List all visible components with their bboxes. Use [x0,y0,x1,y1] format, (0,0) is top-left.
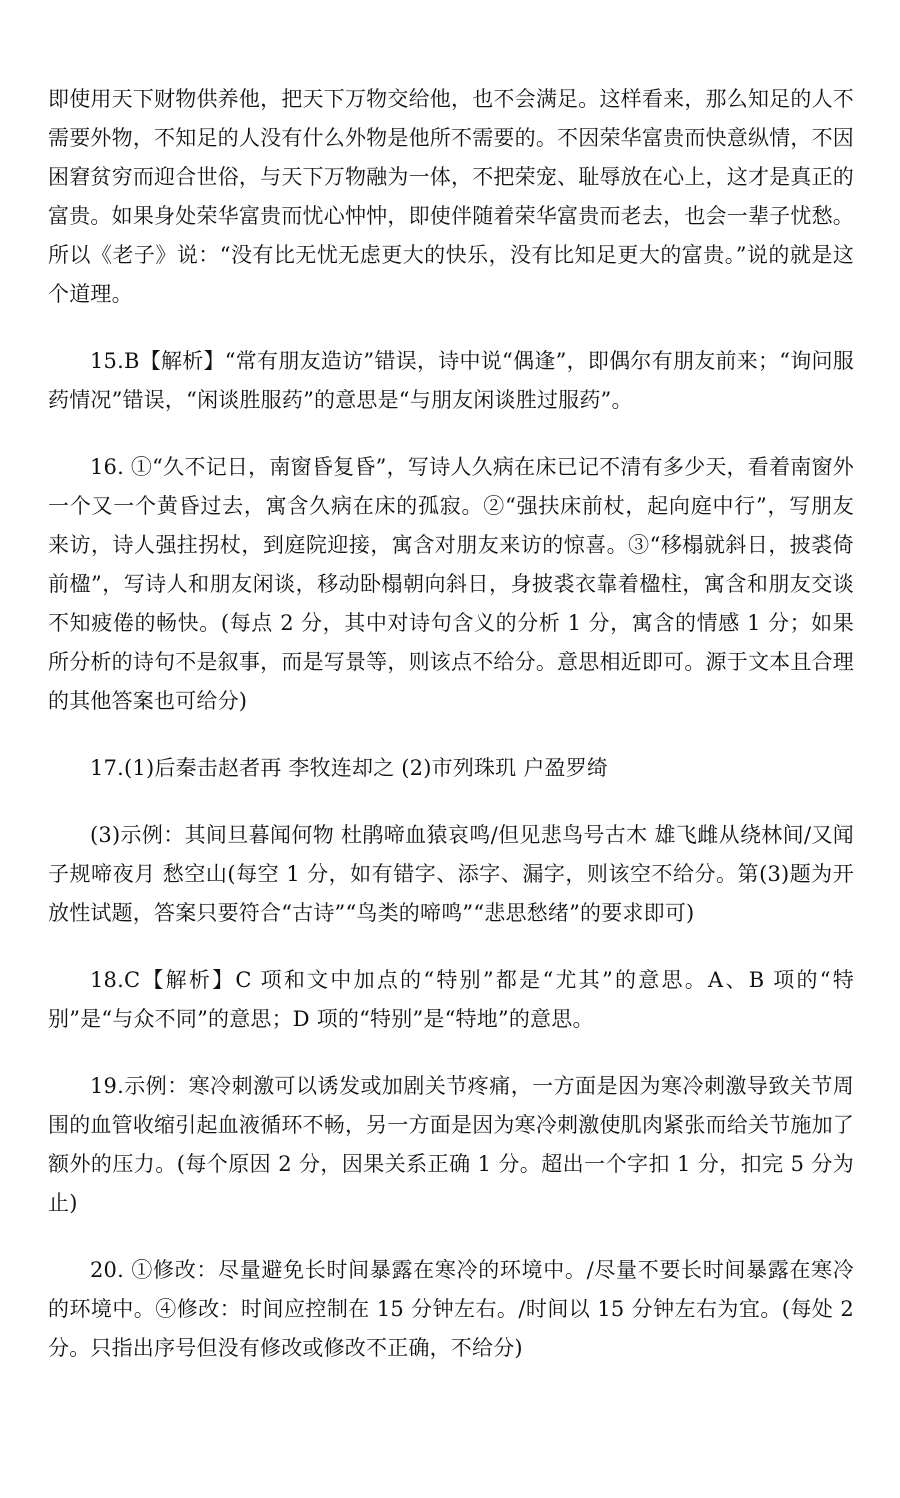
answer-20: 20. ①修改：尽量避免长时间暴露在寒冷的环境中。/尽量不要长时间暴露在寒冷的环境中。④修改：时间应控制在 15 分钟左右。/时间以 15 分钟左右为宜。(每处 2 分。只指出序号但没有修改或修改不正确，不给分) [48,1258,854,1360]
answer-15: 15.B【解析】“常有朋友造访”错误，诗中说“偶逢”，即偶尔有朋友前来；“询问服药情况”错误，“闲谈胜服药”的意思是“与朋友闲谈胜过服药”。 [48,349,854,412]
answer-16: 16. ①“久不记日，南窗昏复昏”，写诗人久病在床已记不清有多少天，看着南窗外一个又一个黄昏过去，寓含久病在床的孤寂。②“强扶床前杖，起向庭中行”，写朋友来访，诗人强拄拐杖，到庭院迎接，寓含对朋友来访的惊喜。③“移榻就斜日，披裘倚前楹”，写诗人和朋友闲谈，移动卧榻朝向斜日，身披裘衣靠着楹柱，寓含和朋友交谈不知疲倦的畅快。(每点 2 分，其中对诗句含义的分析 1 分，寓含的情感 1 分；如果所分析的诗句不是叙事，而是写景等，则该点不给分。意思相近即可。源于文本且合理的其他答案也可给分) [48,455,854,713]
answer-17-part-3: (3)示例：其间旦暮闻何物 杜鹃啼血猿哀鸣/但见悲鸟号古木 雄飞雌从绕林间/又闻子规啼夜月 愁空山(每空 1 分，如有错字、添字、漏字，则该空不给分。第(3)题为开放性试题，答案只要符合“古诗”“鸟类的啼鸣”“悲思愁绪”的要求即可) [48,823,854,925]
answer-17-part-1-2: 17.(1)后秦击赵者再 李牧连却之 (2)市列珠玑 户盈罗绮 [90,756,609,780]
translation-paragraph: 即使用天下财物供养他，把天下万物交给他，也不会满足。这样看来，那么知足的人不需要外物，不知足的人没有什么外物是他所不需要的。不因荣华富贵而快意纵情，不因困窘贫穷而迎合世俗，与天下万物融为一体，不把荣宠、耻辱放在心上，这才是真正的富贵。如果身处荣华富贵而忧心忡忡，即使伴随着荣华富贵而老去，也会一辈子忧愁。所以《老子》说：“没有比无忧无虑更大的快乐，没有比知足更大的富贵。”说的就是这个道理。 [48,87,854,306]
answer-18: 18.C【解析】C 项和文中加点的“特别”都是“尤其”的意思。A、B 项的“特别”是“与众不同”的意思；D 项的“特别”是“特地”的意思。 [48,968,854,1031]
answer-19: 19.示例：寒冷刺激可以诱发或加剧关节疼痛，一方面是因为寒冷刺激导致关节周围的血管收缩引起血液循环不畅，另一方面是因为寒冷刺激使肌肉紧张而给关节施加了额外的压力。(每个原因 2 分，因果关系正确 1 分。超出一个字扣 1 分，扣完 5 分为止) [48,1074,854,1215]
answer-key-page [48,80,854,1396]
